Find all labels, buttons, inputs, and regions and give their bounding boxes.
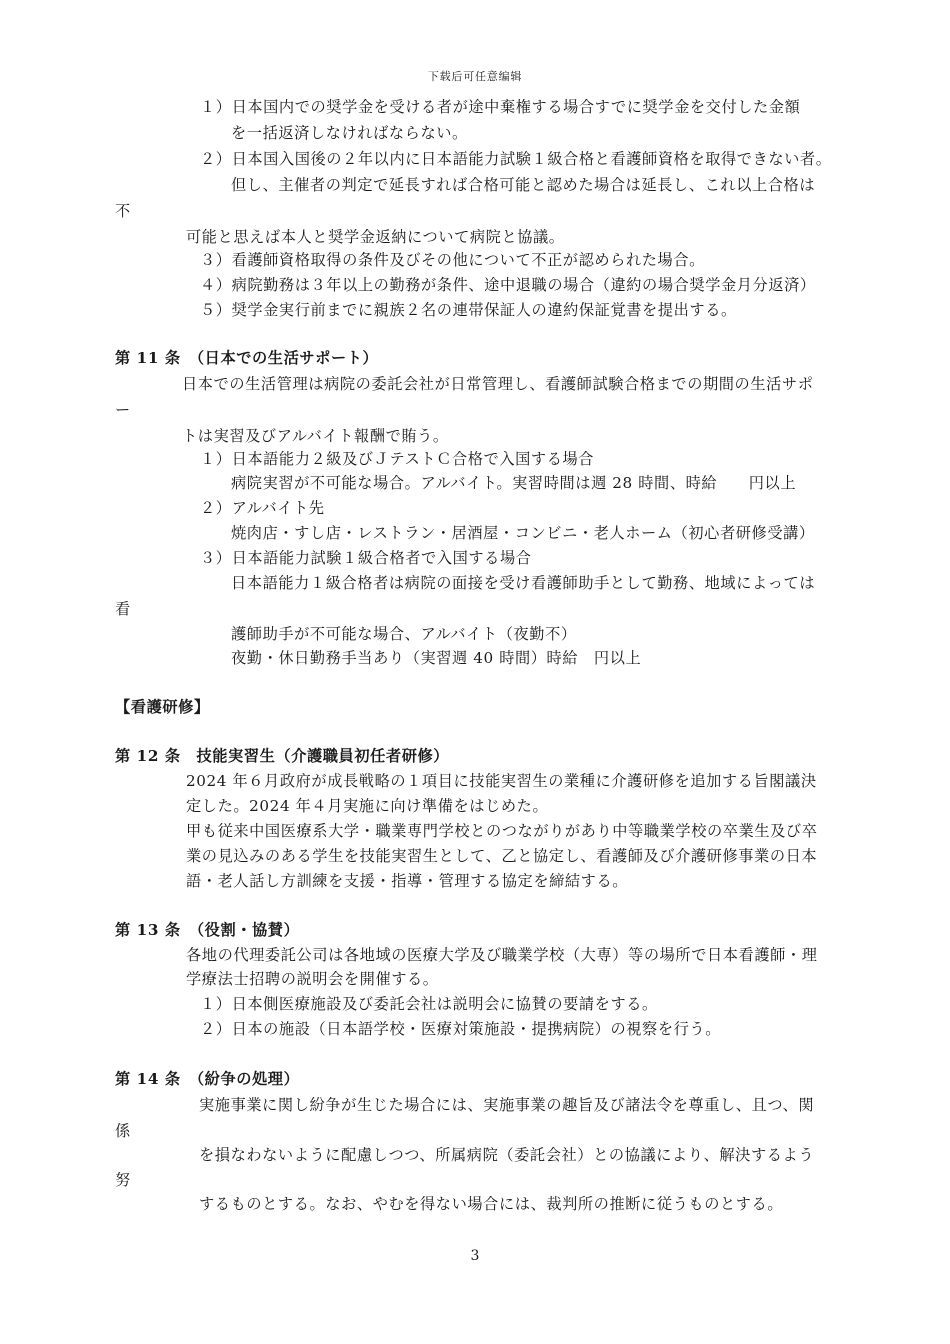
art11-line-2: トは実習及びアルバイト報酬で賄う。 [182, 427, 449, 445]
art11-item-3-detail-3: 夜勤・休日勤務手当あり（実習週 40 時間）時給 円以上 [231, 649, 642, 667]
art11-item-3-detail: 日本語能力１級合格者は病院の面接を受け看護師助手として勤務、地域によっては [231, 574, 816, 592]
art14-line-1-wrap: 係 [115, 1122, 131, 1140]
art10-item-4: ４）病院勤務は３年以上の勤務が条件、途中退職の場合（違約の場合奨学金月分返済） [200, 276, 816, 294]
art12-line-5: 語・老人話し方訓練を支援・指導・管理する協定を締結する。 [186, 872, 629, 890]
art12-line-3: 甲も従来中国医療系大学・職業専門学校とのつながりがあり中等職業学校の卒業生及び卒 [186, 822, 818, 840]
art11-item-1: １）日本語能力２級及びＪテストＣ合格で入国する場合 [200, 450, 595, 468]
section-heading: 【看護研修】 [115, 698, 210, 716]
art12-line-4: 業の見込みのある学生を技能実習生として、乙と協定し、看護師及び介護研修事業の日本 [186, 847, 818, 865]
art13-line-1: 各地の代理委託公司は各地域の医療大学及び職業学校（大専）等の場所で日本看護師・理 [186, 946, 818, 964]
art13-item-2: ２）日本の施設（日本語学校・医療対策施設・提携病院）の視察を行う。 [200, 1020, 721, 1038]
art14-line-2-wrap: 努 [115, 1171, 131, 1189]
art14-heading: 第 14 条 （紛争の処理） [115, 1070, 300, 1088]
art14-line-1: 実施事業に関し紛争が生じた場合には、実施事業の趣旨及び諸法令を尊重し、且つ、関 [199, 1096, 815, 1114]
art14-line-2: を損なわないように配慮しつつ、所属病院（委託会社）との協議により、解決するよう [199, 1146, 815, 1164]
art11-item-3-wrap: 看 [115, 600, 131, 618]
art13-line-2: 学療法士招聘の説明会を開催する。 [186, 970, 439, 988]
art11-item-2-detail: 焼肉店・すし店・レストラン・居酒屋・コンビニ・老人ホーム（初心者研修受講） [231, 524, 815, 542]
art11-item-3: ３）日本語能力試験１級合格者で入国する場合 [200, 549, 532, 567]
art14-line-3: するものとする。なお、やむを得ない場合には、裁判所の推断に従うものとする。 [199, 1195, 784, 1213]
art11-item-3-detail-2: 護師助手が不可能な場合、アルバイト（夜勤不） [231, 625, 577, 643]
art10-item-5: ５）奨学金実行前までに親族２名の連帯保証人の違約保証覚書を提出する。 [200, 301, 737, 319]
art11-line-wrap: ー [115, 401, 131, 419]
art13-item-1: １）日本側医療施設及び委託会社は説明会に協賛の要請をする。 [200, 995, 658, 1013]
art10-item-2-cont2: 可能と思えば本人と奨学金返納について病院と協議。 [186, 228, 565, 246]
art10-item-2-wrap: 不 [115, 202, 131, 220]
art10-item-1: １）日本国内での奨学金を受ける者が途中棄権する場合すでに奨学金を交付した金額 [200, 98, 801, 116]
art11-heading: 第 11 条 （日本での生活サポート） [115, 349, 379, 367]
art10-item-1-cont: を一括返済しなければならない。 [231, 124, 468, 142]
art10-item-3: ３）看護師資格取得の条件及びその他について不正が認められた場合。 [200, 251, 705, 269]
art12-line-1: 2024 年６月政府が成長戦略の１項目に技能実習生の業種に介護研修を追加する旨閣議決 [186, 772, 817, 790]
art12-heading: 第 12 条 技能実習生（介護職員初任者研修） [115, 747, 450, 765]
page-number: 3 [470, 1248, 480, 1264]
art13-heading: 第 13 条 （役割・協賛） [115, 921, 300, 939]
page-header: 下载后可任意编辑 [427, 70, 523, 83]
art10-item-2: ２）日本国入国後の２年以内に日本語能力試験１級合格と看護師資格を取得できない者。 [200, 150, 832, 168]
art11-line-1: 日本での生活管理は病院の委託会社が日常管理し、看護師試験合格までの期間の生活サポ [182, 375, 814, 393]
art10-item-2-cont: 但し、主催者の判定で延長すれば合格可能と認めた場合は延長し、これ以上合格は [231, 176, 816, 194]
art11-item-2: ２）アルバイト先 [200, 499, 325, 517]
art12-line-2: 定した。2024 年４月実施に向け準備をはじめた。 [186, 797, 549, 815]
art11-item-1-detail: 病院実習が不可能な場合。アルバイト。実習時間は週 28 時間、時給 円以上 [231, 474, 797, 492]
